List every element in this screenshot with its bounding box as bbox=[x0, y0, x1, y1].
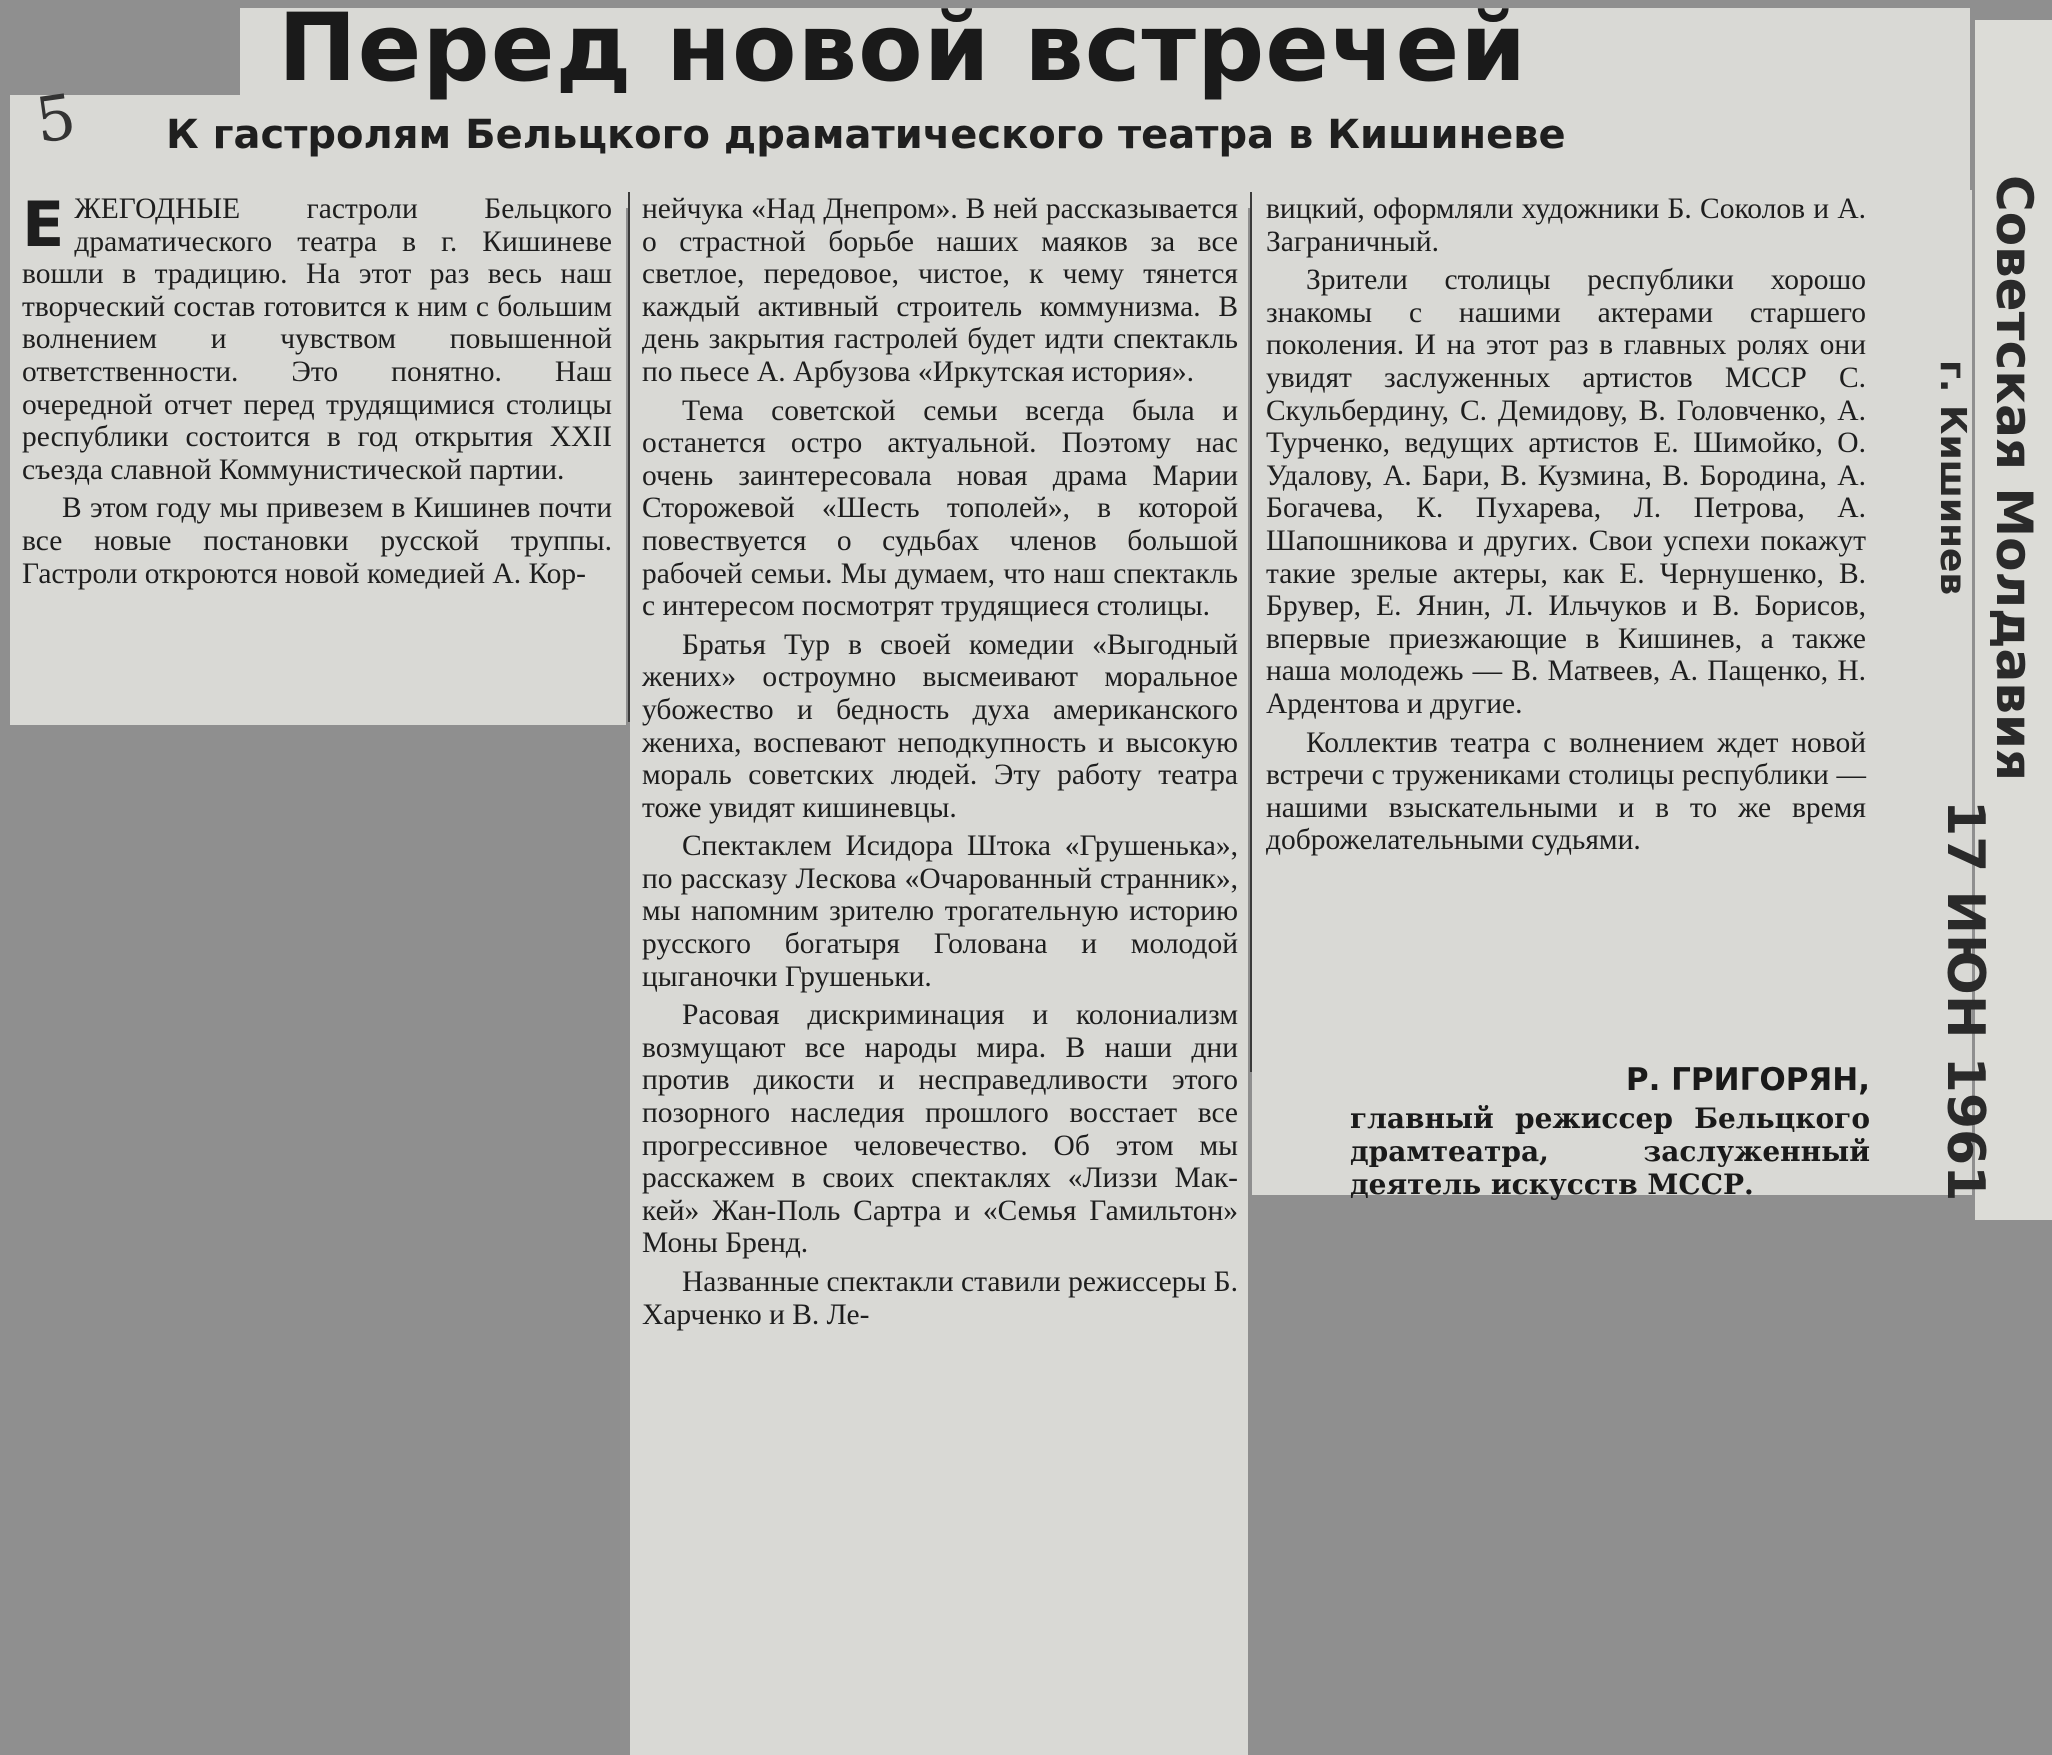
drop-cap: Е bbox=[22, 188, 65, 261]
paragraph: Названные спектакли ставили режиссеры Б. Харченко и В. Ле- bbox=[642, 1266, 1238, 1331]
subheadline: К гастролям Бельцкого драматического театра в Кишиневе bbox=[166, 112, 1566, 158]
signature-block bbox=[1350, 1062, 1870, 1201]
article-column-3 bbox=[1266, 193, 1866, 863]
paragraph: Спектаклем Исидора Штока «Грушенька», по рассказу Лескова «Очарованный странник», мы напомним зрителю трогательную историю русского богатыря Голована и молодой цыганочки Грушеньки. bbox=[642, 830, 1238, 993]
column-divider bbox=[628, 192, 630, 722]
paragraph: Расовая дискриминация и колониализм возмущают все народы мира. В наши дни против дикости и несправедливости этого позорного наследия прошлого восстает все прогрессивное человечество. Об этом мы расскажем в своих спектаклях «Лиззи Мак-кей» Жан-Поль Сартра и «Семья Гамильтон» Моны Бренд. bbox=[642, 999, 1238, 1260]
city-stamp: г. Кишинев bbox=[1932, 360, 1973, 596]
paragraph: вицкий, оформляли художники Б. Соколов и А. Заграничный. bbox=[1266, 193, 1866, 258]
paragraph: Тема советской семьи всегда была и останется остро актуальной. Поэтому нас очень заинтересовала новая драма Марии Сторожевой «Шесть тополей», в которой повествуется о судьбах членов большой рабочей семьи. Мы думаем, что наш спектакль с интересом посмотрят трудящиеся столицы. bbox=[642, 394, 1238, 623]
paragraph: Зрители столицы республики хорошо знакомы с нашими актерами старшего поколения. И на этот раз в главных ролях они увидят заслуженных артистов МССР С. Скульбердину, С. Демидову, В. Головченко, А. Турченко, ведущих артистов Е. Шимойко, О. Удалову, А. Бари, В. Кузмина, В. Бородина, А. Богачева, К. Пухарева, Л. Петрова, А. Шапошникова и других. Свои успехи покажут такие зрелые актеры, как Е. Чернушенко, В. Брувер, Е. Янин, Л. Ильчуков и В. Борисов, впервые приезжающие в Кишинев, а также наша молодежь — В. Матвеев, А. Пащенко, Н. Ардентова и другие. bbox=[1266, 264, 1866, 720]
paragraph: ЕЖЕГОДНЫЕ гастроли Бельцкого драматического театра в г. Кишиневе вошли в традицию. На этот раз весь наш творческий состав готовится к ним с большим волнением и чувством повышенной ответственности. Это понятно. Наш очередной отчет перед трудящимися столицы республики состоится в год открытия XXII съезда славной Коммунистической партии. bbox=[22, 188, 612, 486]
handwritten-number: 5 bbox=[31, 79, 81, 158]
column-divider bbox=[1250, 192, 1252, 1072]
article-column-1 bbox=[22, 188, 612, 596]
author-title: главный режиссер Бельцкого драмтеатра, заслуженный деятель искусств МССР. bbox=[1350, 1102, 1870, 1201]
article-column-2 bbox=[642, 193, 1238, 1337]
date-stamp: 17 ИЮН 1961 bbox=[1935, 800, 1995, 1202]
torn-corner bbox=[0, 0, 240, 95]
paragraph: Коллектив театра с волнением ждет новой встречи с тружениками столицы республики — нашими взыскательными и в то же время доброжелательными судьями. bbox=[1266, 726, 1866, 857]
author-name: Р. ГРИГОРЯН, bbox=[1625, 1062, 1870, 1098]
paragraph: нейчука «Над Днепром». В ней рассказывается о страстной борьбе наших маяков за все светлое, передовое, чистое, к чему тянется каждый активный строитель коммунизма. В день закрытия гастролей будет идти спектакль по пьесе А. Арбузова «Иркутская история». bbox=[642, 193, 1238, 388]
headline: Перед новой встречей bbox=[278, 0, 1528, 103]
paragraph: В этом году мы привезем в Кишинев почти все новые постановки русской труппы. Гастроли откроются новой комедией А. Кор- bbox=[22, 492, 612, 590]
paragraph: Братья Тур в своей комедии «Выгодный жених» остроумно высмеивают моральное убожество и бедность духа американского жениха, воспевают неподкупность и высокую мораль советских людей. Эту работу театра тоже увидят кишиневцы. bbox=[642, 628, 1238, 824]
newspaper-name-stamp: Советская Молдавия bbox=[1985, 175, 2043, 782]
